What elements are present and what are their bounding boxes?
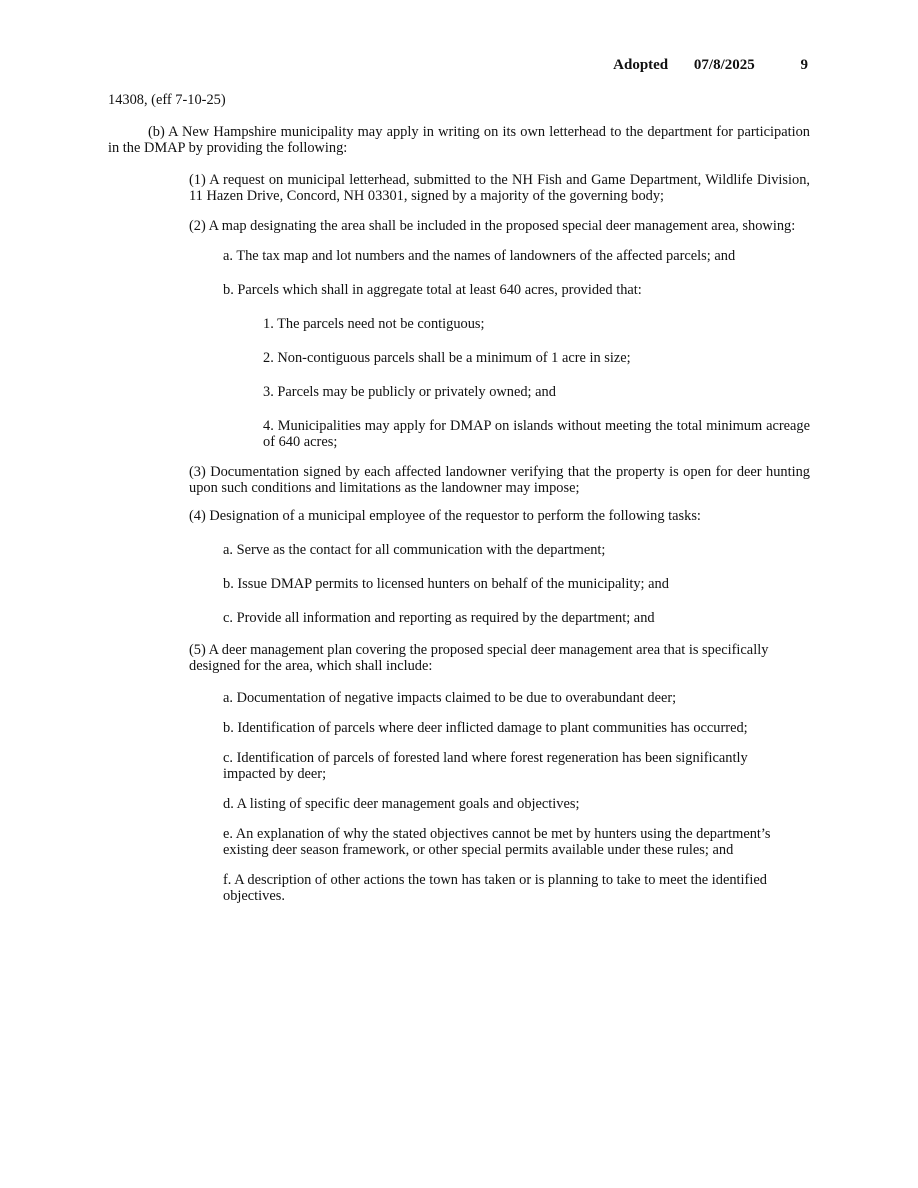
item-2b2: 2. Non-contiguous parcels shall be a minimum of 1 acre in size; (263, 350, 631, 366)
item-5: (5) A deer management plan covering the proposed special deer management area that is specifically designed for the area, which shall include: (189, 642, 769, 674)
page-number: 9 (800, 57, 808, 73)
item-2b: b. Parcels which shall in aggregate total at least 640 acres, provided that: (223, 282, 642, 298)
item-5f: f. A description of other actions the town has taken or is planning to take to meet the identified objectives. (223, 872, 767, 904)
adopted-date: 07/8/2025 (693, 57, 755, 73)
item-4: (4) Designation of a municipal employee of the requestor to perform the following tasks: (189, 508, 701, 524)
item-4b: b. Issue DMAP permits to licensed hunters on behalf of the municipality; and (223, 576, 669, 592)
item-2: (2) A map designating the area shall be included in the proposed special deer management area, showing: (189, 218, 796, 234)
document-body (108, 92, 810, 904)
adopted-label: Adopted (613, 57, 669, 73)
history-note: 14308, (eff 7-10-25) (108, 92, 226, 108)
item-3: (3) Documentation signed by each affected landowner verifying that the property is open for deer hunting upon such conditions and limitations as the landowner may impose; (189, 464, 810, 496)
item-2a: a. The tax map and lot numbers and the names of landowners of the affected parcels; and (223, 248, 736, 264)
item-2b3: 3. Parcels may be publicly or privately owned; and (263, 384, 556, 400)
item-1: (1) A request on municipal letterhead, submitted to the NH Fish and Game Department, Wildlife Division, 11 Hazen Drive, Concord, NH 03301, signed by a majority of the governing body; (189, 172, 810, 204)
item-4a: a. Serve as the contact for all communication with the department; (223, 542, 606, 558)
page-header (613, 57, 808, 74)
item-5c: c. Identification of parcels of forested land where forest regeneration has been significantly impacted by deer; (223, 750, 748, 782)
item-2b4: 4. Municipalities may apply for DMAP on islands without meeting the total minimum acreage of 640 acres; (263, 418, 810, 450)
paragraph-b: (b) A New Hampshire municipality may apply in writing on its own letterhead to the department for participation in the DMAP by providing the following: (108, 124, 810, 156)
item-5e: e. An explanation of why the stated objectives cannot be met by hunters using the department’s existing deer season framework, or other special permits available under these rules; and (223, 826, 771, 858)
item-5b: b. Identification of parcels where deer inflicted damage to plant communities has occurred; (223, 720, 748, 736)
item-2b1: 1. The parcels need not be contiguous; (263, 316, 485, 332)
item-5d: d. A listing of specific deer management goals and objectives; (223, 796, 580, 812)
item-4c: c. Provide all information and reporting as required by the department; and (223, 610, 655, 626)
item-5a: a. Documentation of negative impacts claimed to be due to overabundant deer; (223, 690, 677, 706)
